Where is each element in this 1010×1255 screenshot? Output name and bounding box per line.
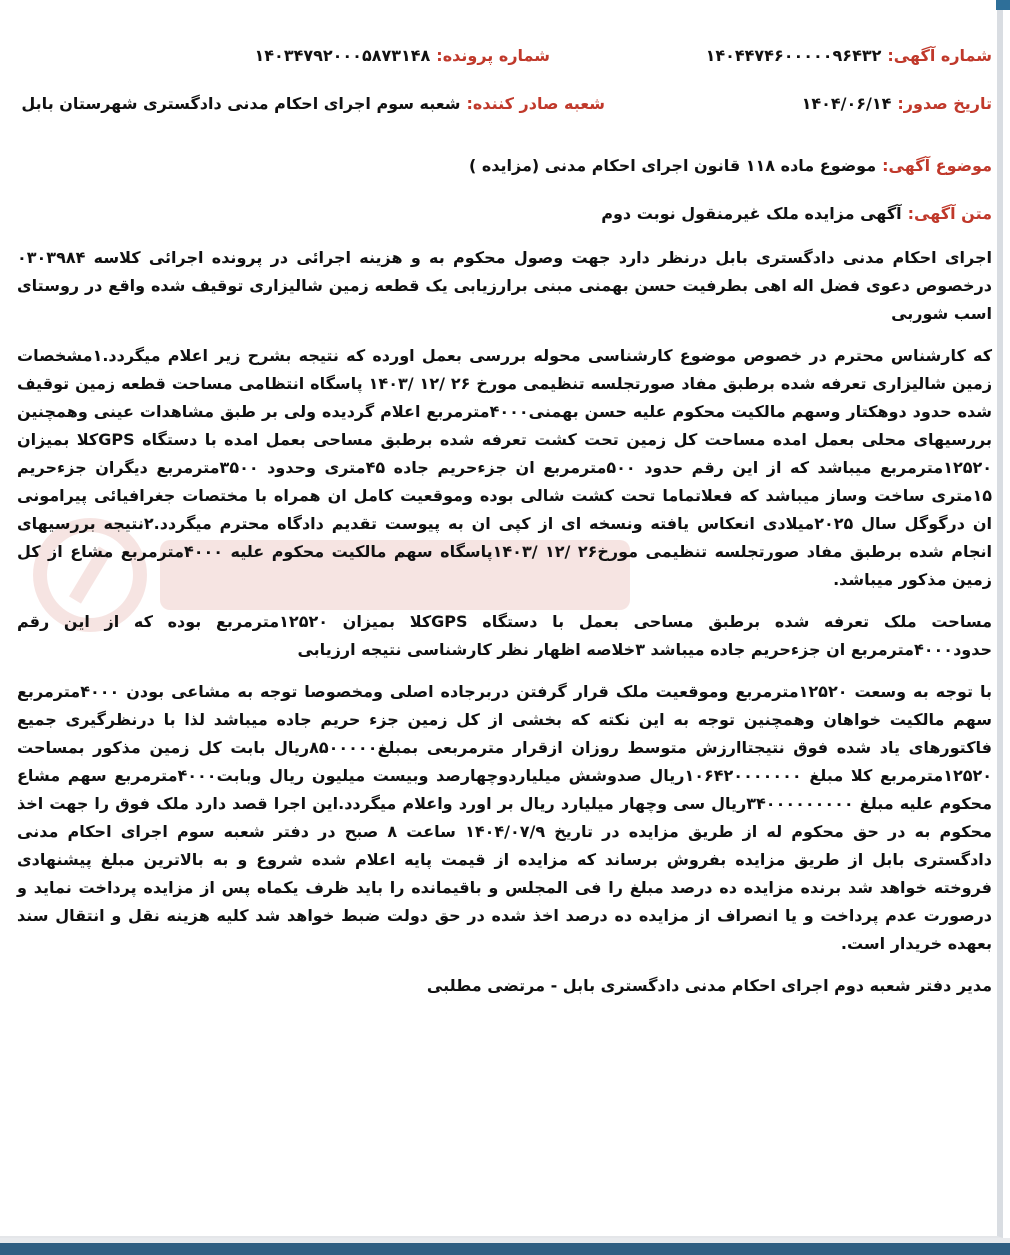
notice-body bbox=[17, 244, 992, 1014]
subject-value: موضوع ماده ۱۱۸ قانون اجرای احکام مدنی (مزایده ) bbox=[468, 156, 877, 175]
body-paragraph-1: اجرای احکام مدنی دادگستری بابل درنظر دارد جهت وصول محکوم به و هزینه اجرائی در پرونده اجرائی کلاسه ۰۳۰۳۹۸۴ درخصوص دعوی فضل اله اهی بطرفیت حسن بهمنی مبنی برارزیابی یک قطعه زمین شالیزاری توقیف شده واقع در روستای اسب شوربی bbox=[17, 248, 992, 323]
subject-label: موضوع آگهی: bbox=[882, 156, 992, 175]
subject-row bbox=[469, 156, 992, 175]
case-number-label: شماره پرونده: bbox=[436, 46, 550, 65]
case-number-row bbox=[255, 46, 550, 65]
body-paragraph-4: با توجه به وسعت ۱۲۵۲۰مترمربع وموقعیت ملک قرار گرفتن دربرجاده اصلی ومخصوصا توجه به مشاعی بودن ۴۰۰۰مترمربع سهم مالکیت خواهان وهمچنین توجه به این نکته که بخشی از کل زمین جزء حریم جاده میباشد لذا با درنظرگیری جمیع فاکتورهای یاد شده فوق نتیجتاارزش متوسط روزان ازقرار مترمربعی بمبلغ۸۵۰۰۰۰۰ریال بابت کل زمین مذکور بمساحت ۱۲۵۲۰مترمربع کلا مبلغ ۱۰۶۴۲۰۰۰۰۰۰۰ریال صدوشش میلیاردوچهارصد وبیست میلیون ریال وبابت۴۰۰۰مترمربع سهم مشاع محکوم علیه مبلغ ۳۴۰۰۰۰۰۰۰۰۰ریال سی وچهار میلیارد ریال بر اورد واعلام میگردد.این اجرا قصد دارد ملک فوق را جهت اخذ محکوم به در حق محکوم له از طریق مزایده در تاریخ ۱۴۰۴/۰۷/۹ ساعت ۸ صبح در دفتر شعبه سوم اجرای احکام مدنی دادگستری بابل از طریق مزایده بفروش برساند که مزایده از قیمت پایه اعلام شده شروع و به بالاترین مبلغ پیشنهادی فروخته خواهد شد برنده مزایده ده درصد مبلغ را فی المجلس و باقیمانده را باید ظرف یکماه پس از مزایده پرداخت نماید و درصورت عدم پرداخت و یا انصراف از مزایده ده درصد اخذ شده در حق دولت ضبط خواهد شد کلیه هزینه نقل و انتقال سند بعهده خریدار است. bbox=[17, 682, 993, 953]
issue-date-value: ۱۴۰۴/۰۶/۱۴ bbox=[801, 94, 892, 113]
issue-date-row bbox=[802, 94, 992, 113]
top-strip bbox=[0, 0, 1010, 10]
case-number-value: ۱۴۰۳۴۷۹۲۰۰۰۵۸۷۳۱۴۸ bbox=[254, 46, 431, 65]
issue-date-label: تاریخ صدور: bbox=[897, 94, 992, 113]
signature-line: مدیر دفتر شعبه دوم اجرای احکام مدنی دادگستری بابل - مرتضی مطلبی bbox=[426, 976, 992, 995]
notice-text-label: متن آگهی: bbox=[907, 204, 992, 223]
body-paragraph-2: که کارشناس محترم در خصوص موضوع کارشناسی محوله بررسی بعمل اورده که نتیجه بشرح زیر اعلام میگردد.۱مشخصات زمین شالیزاری تعرفه شده برطبق مفاد صورتجلسه تنظیمی مورخ ۲۶ /۱۲ /۱۴۰۳ پاسگاه انتظامی مساحت قطعه زمین توقیف شده حدود دوهکتار وسهم مالکیت محکوم علیه حسن بهمنی۴۰۰۰مترمربع اعلام گردیده ولی بر طبق مشاهدات عینی وهمچنین بررسیهای محلی بعمل امده مساحت کل زمین تحت کشت تعرفه شده برطبق مساحی بعمل امده با دستگاه GPSکلا بمیزان ۱۲۵۲۰مترمربع میباشد که از این رقم حدود ۵۰۰مترمربع ان جزءحریم جاده ۴۵متری وحدود ۳۵۰۰مترمربع دیگران جزءحریم ۱۵متری ساخت وساز میباشد که فعلاتماما تحت کشت شالی بوده وموقعیت کامل ان همراه با مختصات جغرافیائی پیرامونی ان درگوگل سال ۲۰۲۵میلادی انعکاس یافته ونسخه ای از کپی ان به پیوست تقدیم دادگاه محترم میگردد.۲نتیجه بررسیهای انجام شده برطبق مفاد صورتجلسه تنظیمی مورخ۲۶ /۱۲ /۱۴۰۳پاسگاه سهم مالکیت محکوم علیه ۴۰۰۰مترمربع مشاع از کل زمین مذکور میباشد. bbox=[17, 346, 993, 589]
notice-text-value: آگهی مزایده ملک غیرمنقول نوبت دوم bbox=[601, 204, 902, 223]
notice-number-row bbox=[706, 46, 992, 65]
body-paragraph-3: مساحت ملک تعرفه شده برطبق مساحی بعمل با دستگاه GPSکلا بمیزان ۱۲۵۲۰مترمربع بوده که از این رقم حدود۴۰۰۰مترمربع ان جزءحریم جاده میباشد ۳خلاصه اظهار نظر کارشناسی نتیجه ارزیابی bbox=[17, 612, 993, 659]
issuer-label: شعبه صادر کننده: bbox=[466, 94, 605, 113]
notice-text-row bbox=[601, 204, 992, 223]
issuer-row bbox=[21, 94, 605, 113]
notice-number-label: شماره آگهی: bbox=[887, 46, 992, 65]
issuer-value: شعبه سوم اجرای احکام مدنی دادگستری شهرستان بابل bbox=[21, 94, 461, 113]
bottom-bar bbox=[0, 1243, 1010, 1255]
top-corner-accent bbox=[996, 0, 1010, 10]
notice-number-value: ۱۴۰۴۴۷۴۶۰۰۰۰۰۹۶۴۳۲ bbox=[705, 46, 882, 65]
